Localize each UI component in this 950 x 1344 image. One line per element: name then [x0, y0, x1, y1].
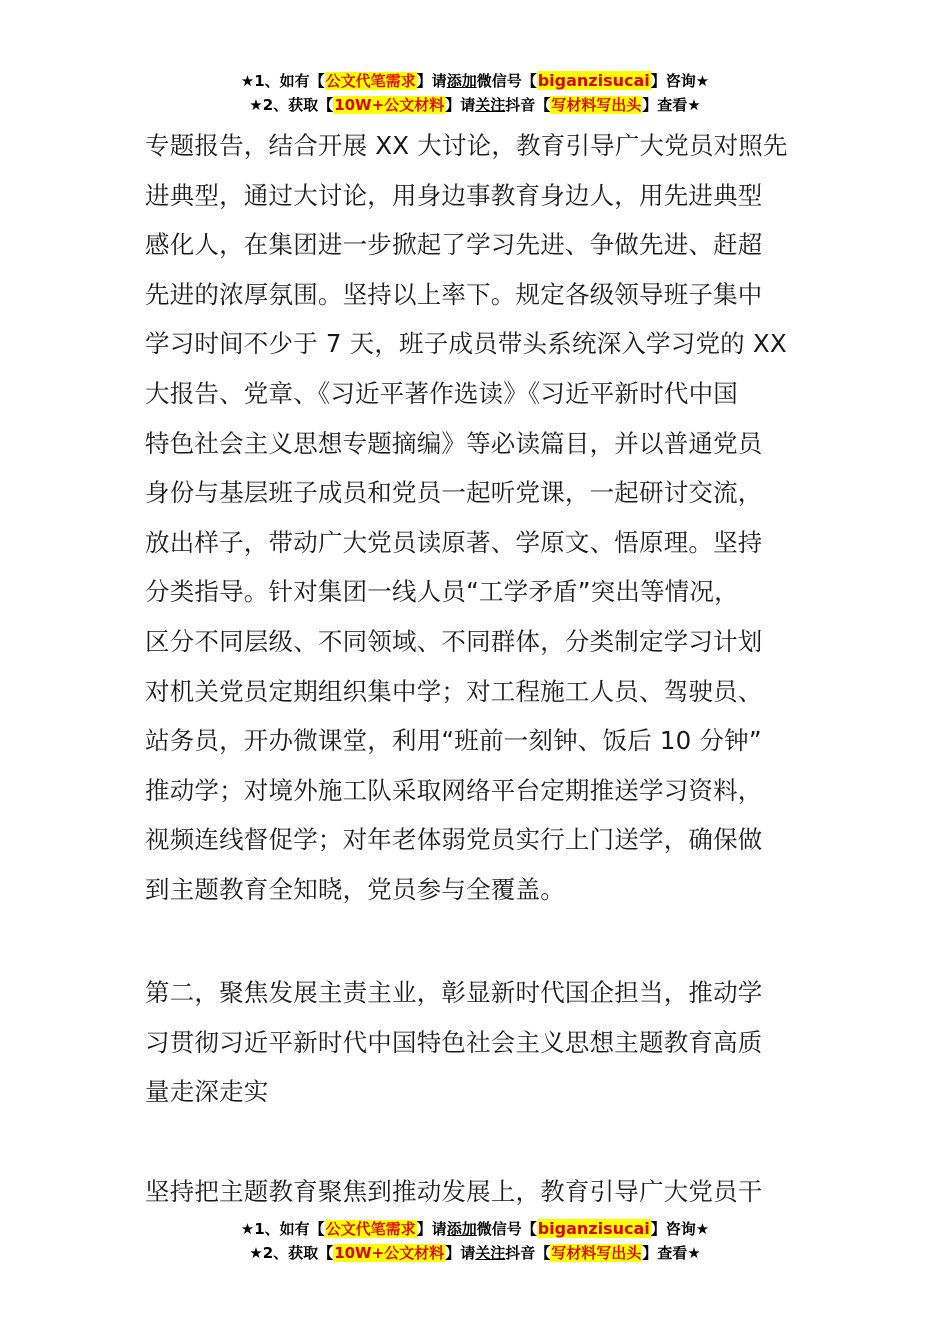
text-line: 区分不同层级、不同领域、不同群体，分类制定学习计划 [145, 626, 763, 656]
banner-highlight: 10W+公文材料 [334, 1244, 445, 1262]
section-heading-paragraph [145, 968, 810, 1117]
banner-text: 】请 [416, 1220, 447, 1238]
banner-emphasis: 关注 [475, 96, 506, 114]
banner-text: 抖音【 [505, 96, 551, 114]
bottom-banner [0, 1217, 950, 1265]
text-line: 第二，聚焦发展主责主业，彰显新时代国企担当，推动学 [145, 978, 763, 1007]
text-line: 感化人，在集团进一步掀起了学习先进、争做先进、赶超 [145, 230, 763, 260]
banner-text: 】请 [416, 72, 447, 90]
banner-emphasis: 关注 [475, 1244, 506, 1262]
text-line: 学习时间不少于 7 天，班子成员带头系统深入学习党的 XX [145, 329, 787, 359]
text-line: 进典型，通过大讨论，用身边事教育身边人，用先进典型 [145, 180, 763, 210]
banner-highlight: 10W+公文材料 [334, 96, 445, 114]
banner-text: 】请 [445, 96, 476, 114]
text-line: 量走深走实 [145, 1077, 269, 1107]
body-paragraph-3 [145, 1167, 810, 1217]
banner-wechat-id: biganzisucai [537, 1219, 650, 1238]
text-line: 身份与基层班子成员和党员一起听党课，一起研讨交流， [145, 478, 763, 508]
banner-emphasis: 添加 [446, 72, 477, 90]
banner-text: ★1、如有【 [240, 1220, 325, 1238]
banner-text: ★2、获取【 [249, 96, 334, 114]
text-line: 大报告、党章、《习近平著作选读》《习近平新时代中国 [145, 378, 738, 408]
text-line: 到主题教育全知晓，党员参与全覆盖。 [145, 874, 565, 904]
text-line: 对机关党员定期组织集中学；对工程施工人员、驾驶员、 [145, 676, 763, 706]
banner-text: 】查看★ [642, 96, 701, 114]
banner-douyin-id: 写材料写出头 [551, 1244, 642, 1262]
text-line: 专题报告，结合开展 XX 大讨论，教育引导广大党员对照先 [145, 131, 788, 160]
banner-text: 】请 [445, 1244, 476, 1262]
banner-line-2 [0, 1241, 950, 1265]
banner-wechat-id: biganzisucai [537, 71, 650, 90]
text-line: 坚持把主题教育聚焦到推动发展上，教育引导广大党员干 [145, 1177, 763, 1206]
text-line: 习贯彻习近平新时代中国特色社会主义思想主题教育高质 [145, 1027, 763, 1057]
banner-line-2 [0, 93, 950, 117]
text-line: 特色社会主义思想专题摘编》等必读篇目，并以普通党员 [145, 428, 763, 458]
banner-text: 】咨询★ [650, 72, 710, 90]
banner-text: 微信号【 [476, 72, 537, 90]
banner-text: 抖音【 [505, 1244, 551, 1262]
text-line: 站务员，开办微课堂，利用“班前一刻钟、饭后 10 分钟” [145, 726, 762, 756]
banner-text: ★2、获取【 [249, 1244, 334, 1262]
banner-highlight: 公文代笔需求 [325, 72, 416, 90]
banner-text: 】咨询★ [650, 1220, 710, 1238]
text-line: 推动学；对境外施工队采取网络平台定期推送学习资料， [145, 775, 763, 805]
banner-emphasis: 添加 [446, 1220, 477, 1238]
text-line: 先进的浓厚氛围。坚持以上率下。规定各级领导班子集中 [145, 279, 763, 309]
banner-text: ★1、如有【 [240, 72, 325, 90]
banner-line-1 [0, 69, 950, 93]
text-line: 视频连线督促学；对年老体弱党员实行上门送学，确保做 [145, 825, 763, 855]
banner-text: 】查看★ [642, 1244, 701, 1262]
banner-line-1 [0, 1217, 950, 1241]
banner-text: 微信号【 [476, 1220, 537, 1238]
banner-douyin-id: 写材料写出头 [551, 96, 642, 114]
text-line: 放出样子，带动广大党员读原著、学原文、悟原理。坚持 [145, 527, 763, 557]
text-line: 分类指导。针对集团一线人员“工学矛盾”突出等情况， [145, 577, 739, 607]
banner-highlight: 公文代笔需求 [325, 1220, 416, 1238]
top-banner [0, 69, 950, 117]
body-paragraph-1 [145, 121, 810, 915]
